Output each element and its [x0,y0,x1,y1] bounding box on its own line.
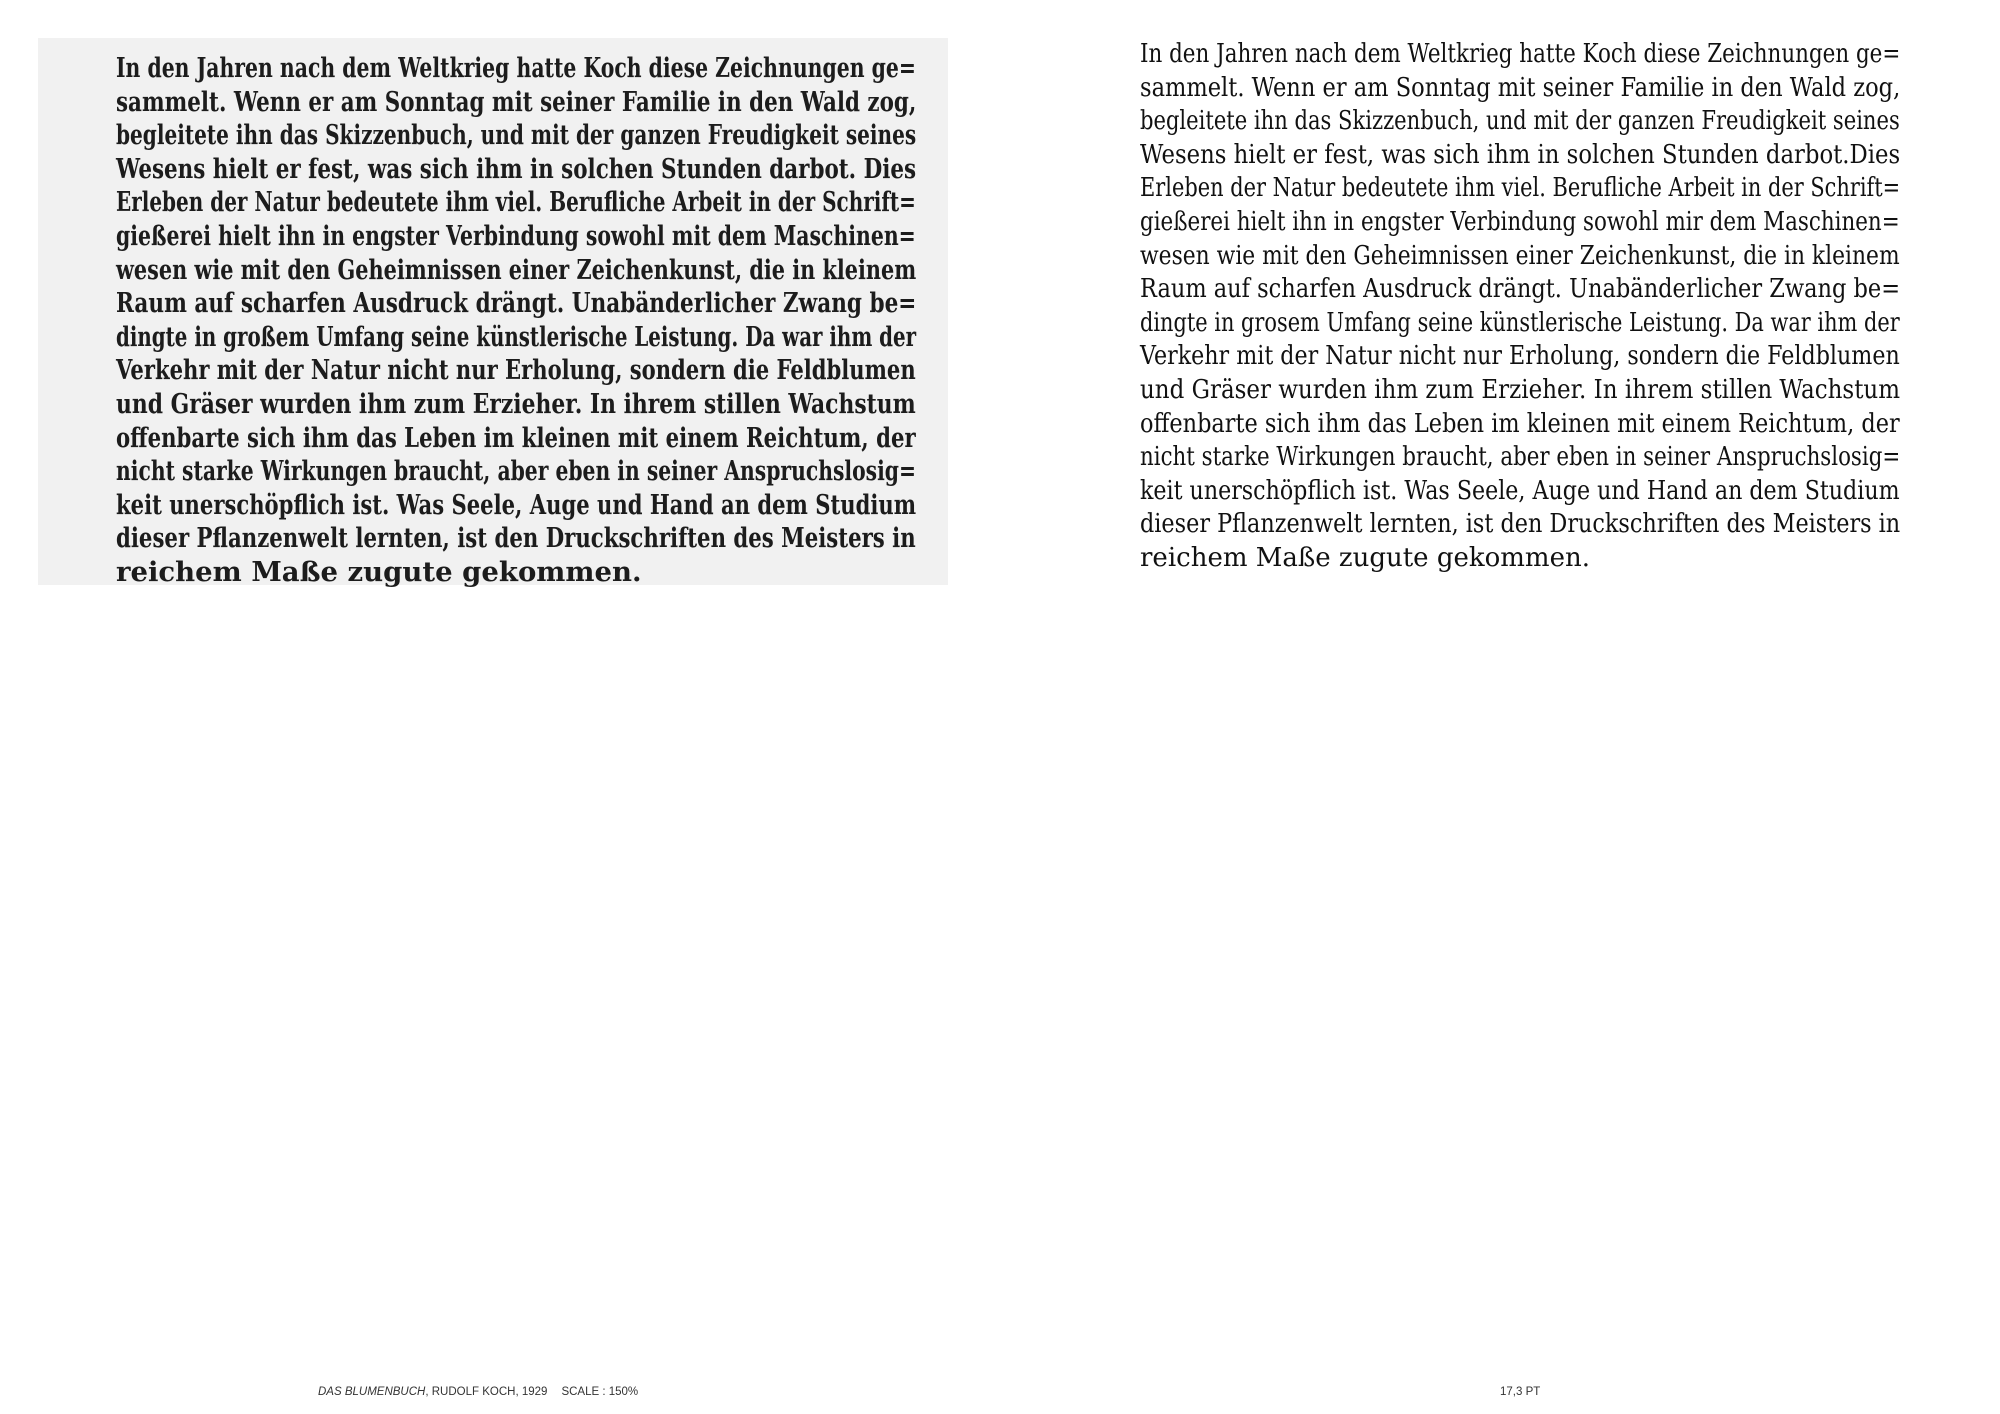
scanned-specimen-panel: In den Jahren nach dem Weltkrieg hatte Koch diese Zeichnungen ge= sammelt. Wenn er am Sonntag mit seiner Familie in den Wald zog, begleitete ihn das Skizzenbuch, und mit der ganzen Freudigkeit seines Wesens hielt er fest, was sich ihm in solchen Stunden darbot. Dies Erleben der Natur bedeutete ihm viel. Berufliche Arbeit in der Schrift= gießerei hielt ihn in engster Verbindung sowohl mit dem Maschinen= wesen wie mit den Geheimnissen einer Zeichenkunst, die in kleinem Raum auf scharfen Ausdruck drängt. Unabänderlicher Zwang be= dingte in großem Umfang seine künstlerische Leistung. Da war ihm der Verkehr mit der Natur nicht nur Erholung, sondern die Feldblumen und Gräser wurden ihm zum Erzieher. In ihrem stillen Wachstum offenbarte sich ihm das Leben im kleinen mit einem Reichtum, der nicht starke Wirkungen braucht, aber eben in seiner Anspruchslosig= keit unerschöpflich ist. Was Seele, Auge und Hand an dem Studium dieser Pflanzenwelt lernten, ist den Druckschriften des Meisters in reichem Maße zugute gekommen. [38,38,948,585]
left-caption [318,1386,638,1398]
right-caption-point-size: 17,3 PT [1500,1386,1541,1398]
caption-scale: SCALE : 150% [561,1386,639,1398]
caption-author-year: , RUDOLF KOCH, 1929 [425,1386,548,1398]
caption-book-title: DAS BLUMENBUCH [318,1386,426,1398]
